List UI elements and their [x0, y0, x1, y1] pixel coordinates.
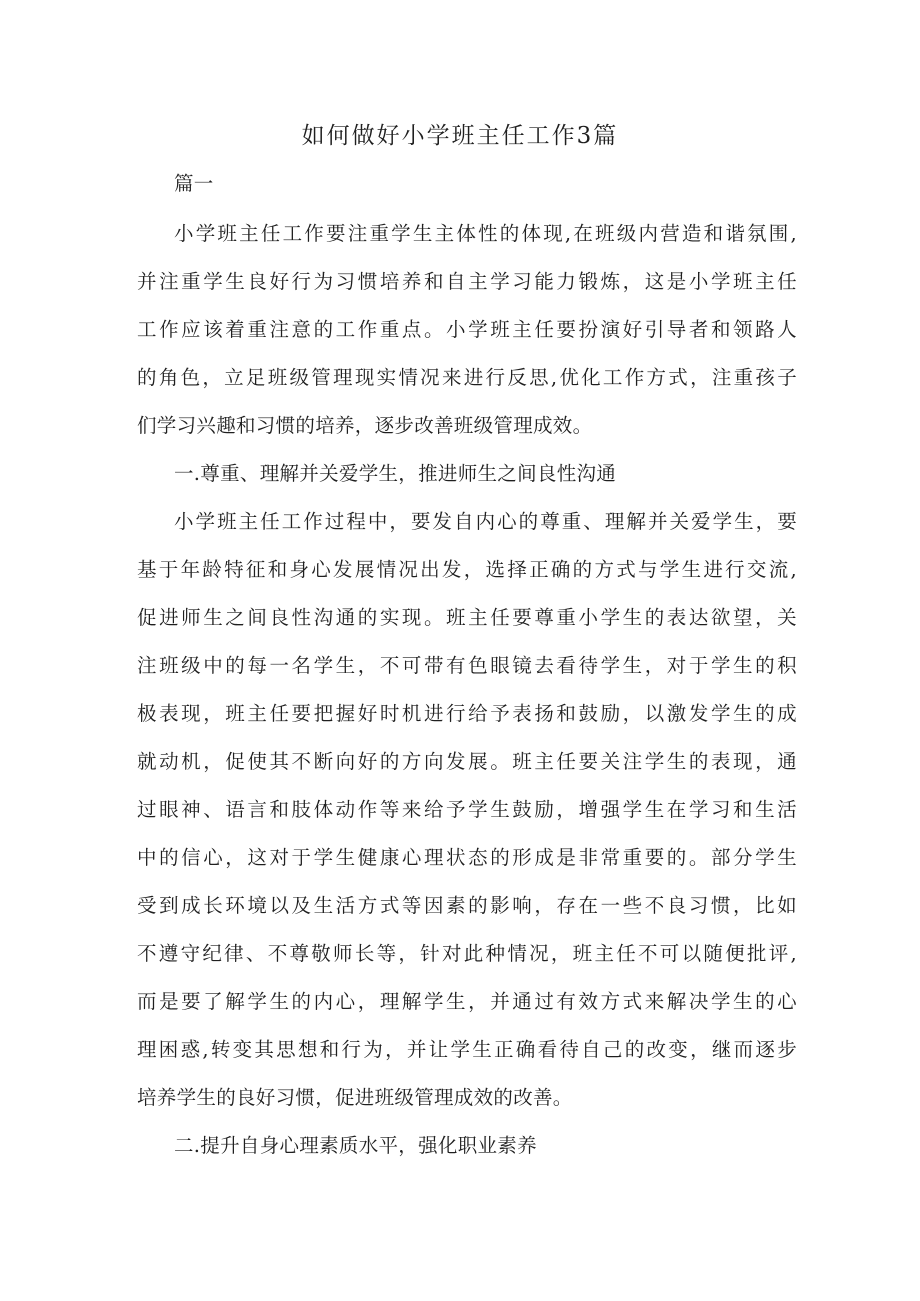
paragraph-line: 的角色，立足班级管理现实情况来进行反思,优化工作方式，注重孩子: [137, 366, 797, 389]
paragraph-line: 而是要了解学生的内心，理解学生，并通过有效方式来解决学生的心: [137, 990, 797, 1013]
paragraph-line: 极表现，班主任要把握好时机进行给予表扬和鼓励，以激发学生的成: [137, 702, 797, 725]
paragraph-line: 基于年龄特征和身心发展情况出发，选择正确的方式与学生进行交流,: [137, 558, 797, 581]
paragraph-line: 们学习兴趣和习惯的培养，逐步改善班级管理成效。: [137, 414, 593, 437]
paragraph-line: 培养学生的良好习惯，促进班级管理成效的改善。: [137, 1086, 573, 1109]
paragraph-line: 小学班主任工作要注重学生主体性的体现,在班级内营造和谐氛围,: [174, 222, 797, 245]
paragraph-line: 不遵守纪律、不尊敬师长等，针对此种情况，班主任不可以随便批评,: [137, 942, 797, 965]
paragraph-line: 理困惑,转变其思想和行为，并让学生正确看待自己的改变，继而逐步: [137, 1038, 797, 1061]
paragraph-line: 过眼神、语言和肢体动作等来给予学生鼓励，增强学生在学习和生活: [137, 798, 797, 821]
paragraph-line: 工作应该着重注意的工作重点。小学班主任要扮演好引导者和领路人: [137, 318, 797, 341]
paragraph-line: 促进师生之间良性沟通的实现。班主任要尊重小学生的表达欲望，关: [137, 606, 797, 629]
paragraph-line: 并注重学生良好行为习惯培养和自主学习能力锻炼，这是小学班主任: [137, 270, 797, 293]
section-heading-2: 二.提升自身心理素质水平，强化职业素养: [174, 1134, 537, 1157]
document-title: 如何做好小学班主任工作3篇: [301, 123, 619, 149]
section-heading-1: 一.尊重、理解并关爱学生，推进师生之间良性沟通: [174, 462, 617, 485]
paragraph-line: 就动机，促使其不断向好的方向发展。班主任要关注学生的表现，通: [137, 750, 797, 773]
paragraph-line: 注班级中的每一名学生，不可带有色眼镜去看待学生，对于学生的积: [137, 654, 797, 677]
paragraph-line: 中的信心，这对于学生健康心理状态的形成是非常重要的。部分学生: [137, 846, 797, 869]
paragraph-line: 小学班主任工作过程中，要发自内心的尊重、理解并关爱学生，要: [174, 510, 797, 533]
section-label: 篇一: [174, 172, 214, 195]
paragraph-line: 受到成长环境以及生活方式等因素的影响，存在一些不良习惯，比如: [137, 894, 797, 917]
